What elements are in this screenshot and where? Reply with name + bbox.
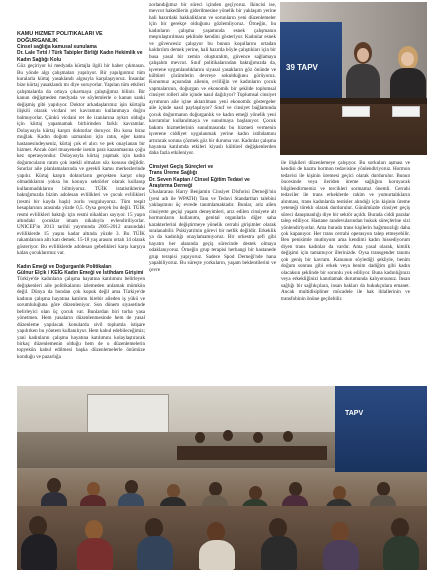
paragraph-hormon-tedavisi: ile ilişkileri düzenlemeye çalışıyor. Bu sorkuları aşması ve kendisi de hazmı hormon tedavisine yönlendiriyoruz. Hormon tedavisi ile kişinin üremesi geçici olarak durdurulur. Bunun öncesinde veya ileriden üreme sağlığını koruyacak bilgilendirmemiz ve tercihleri sormamız önemli. Cerrahi tedaviler ile trans erkeklerde rahim ve yumurtalıkların alınması, trans kadınlarda testisler alındığı için kişinin üreme yeteneği töreklı olarak durdurulur. Günümüzde cinsiyet geçiş süreci danışmanlığı diye bir sektör açıldı. Burada ciddi paralar talep ediliyor. Hastane randevularından hukuk süreçlerine sizi yönlendiriyorlar. Ama burada trans kişilerin bağımsızlığı daha çok kapanıyor. Her trans cerrahi operasyon talep etmeyebilir. Ben penisimle mutluyum ama kendimi kadın hissediyorum diyen trans kadınlar da vardır. Ama yasal olarak, kimlik değişimi için tamamıyor illerinizde. Oysa transgender tanımı çok geniş bir kavram. Kanunun söylediği şekliyle, benim doğum sonrası gibi erkek veya benim dadiğim gibi kadın olacaksın şeklinde bir sorunlu yok ediliyor. Buna kadınlığınızı veya erkekliğinizi kanıtlamak durumunda kalıyorsunuz. İnsan sağlığı bir sağlıkçılara, insan hakları da hukukçulara emanet. Ancak multidisipliner mücadele ile hak ihlallerinin ve transfobinin önüne geçilebilir.	[281, 160, 410, 302]
subheading-kadin-emegi	[17, 264, 145, 277]
author-lale-tirtil: Dr. Lale Tırtıl / Türk Tabipler Birliği Kadın Hekimlik ve Kadın Sağlığı Kolu	[17, 50, 143, 63]
subheading-cinsiyet-gecis-line-1: Cinsiyet Geçiş Süreçleri ve	[149, 164, 214, 171]
tapv-logo-2: TAPV	[345, 410, 364, 417]
paragraph-wpath: Uluslararası Harry Benjamin Cinsiyet Disforisi Derneği'nin (yeni adı ile WPATH) Tanı ve Tedavi Standartları talebini yaklaşımını üç evrede tanımlamaktadır. Bunlar, ariz ailen cinsiyette geçişi yaşam deneyimleri, arız edilen cinsiyete alt hormonların kullanımı, genital organlarla diğer saha karakterlerini değiştirmeye yönelik cerrahi girişimler olarak sıralanabilir. Psikiyatrinin görevi bir netlik değildir. Erkeklik ya da kadınlığı onaylamamıyoruz. Bir orkestra şefi gibi hayatın her alanında geçiş sürecinde destek olmaya odaklanıyoruz. Örneğin grup terapisi herhangi bir hastanede grup terapisi yapıyoruz. Sadece Spod Derneği'nde hana yapabiliyoruz. Bu süreçte yorkuların, yaşam beklentilerini ve çevre	[149, 189, 276, 273]
panel-speakers-photo	[280, 2, 427, 155]
audience-photo	[17, 386, 427, 570]
section-heading	[17, 31, 145, 44]
section-heading-line-1: KAMU HİZMET POLİTİKALARI VE	[17, 31, 103, 37]
tapv-logo: 39 TAPV	[286, 63, 318, 72]
author-seven-kaptan-line-2: Araştırma Derneği	[149, 182, 193, 189]
section-heading-line-2: DOĞURGANLIK	[17, 37, 58, 44]
author-gulnur-elcik: Gülnur Elçik / KEİG Kadın Emeği ve İstihdam Girişimi	[17, 270, 144, 277]
subheading-kadin-emegi-line-1: Kadın Emeği ve Doğurganlık Politikaları	[17, 263, 112, 270]
subheading-cinsiyet-gecis	[149, 164, 276, 177]
subheading-cinsiyet-gecis-line-2: Trans Üreme Sağlığı	[149, 170, 198, 177]
author-seven-kaptan	[149, 177, 276, 190]
tapv-banner	[280, 22, 342, 100]
subheading-cinsel-saglik: Cinsel sağlığa kamusal sunulama	[17, 44, 97, 51]
projection-screen	[87, 394, 169, 434]
paragraph-kadin-emegi: Türkiye'de kadınların çalışma hayatına katılımını belirleyen değişkenleri aile politikalarını izlemeden anlamak mümkün değil. Dünya da bundan çok kopuk değil ama Türkiye'de kadının çalışma hayatına katılımı birebir aileden iş yükü ve sorumluluğuna göre düzenleniyor. Son dönem siyasetinde belirleyici olan üç çocuk var. Bunlardan biri torba yasa yönetmen. Hem yasaların düzenlenmesinde hem de yasal düzenleme yapılacak konularda sivil toplumla istişare yapılırken bu yöntem kullanılıyor. Hem kabul edebileceğimiz; yani kadınların çalışma hayatına katılımını kolaylaştıracak birkaç düzenlemenin olduğu hem de o düzenlemelerin topyekûn kabul edilmesi başka düzenlemelerle önümüze konduğu ve pazarlığa	[17, 276, 145, 360]
author-seven-kaptan-line-1: Dr. Seven Kaptan / Cinsel Eğitim Tedavi ve	[149, 176, 250, 183]
paragraph-kurtaj: Göz geçiriyor ki medyada kürtajla ilgili bir haber çıkmasın. Bu yönde algı çalışmaları yapılıyor. Bir yapılgınmız tüm kuralarla kürtaj yasaklandı algısıyla karşılaşıyoruz. İnsanlar bize kürtaj yasaklandı mı diye soruyorlar. Yapılan tüm etkileri çalışmalarda da ortaya çıkarmaya çalıştığımız bilinir. Bir kanun değişmeden medyada ve söylemlerle o kanun sanki değişmiş gibi yapılıyor. Doktor arkadaşlarımız işin kürtajla ilişkili olarak vicdani ret kavramını kullanmaya doğru balmuyorlar. Çünkü vicdani ret ile izanlarına aykırı olduğu için kürtaj yapamamak birbirinden farklı kavramlar. Dolayısıyla kürtaj karşıtı doktorlar doruyor. Bu kona biraz muğlak. Kadın doğum uzmanları için ratın, eğer kamu hastanesindeyseniz, kürtaj çok el alıcı ve pek onaylanan bir hizmet. Ancak özel muayenede isenin para kazanmasına çoğu kez operasyondur. Dolayısıyla kürtaj yapmak için kadın doğumcuların ratım çok istekli olmaları söz konusu değildir. Sınırlar aile planlamalarında ve gerekli kamu merkezlerinde yapılır. Kürtaj karşıtı doktorların gerçekten karşıt olup olmadıklarını yoksa bu konuyu sektörler olarak kullanıp kullanmadıklarını bilmiyoruz. TÜİK istatistiklerine baktığımızda bizim adolesan evlilikleri ve çocuk evlilikleri (resmi bir kayda başlı) zorlu vurguluyoruz. Tüm tespit hesaplarının arasında yüzde 0,5. Oysa gerçek bu değil. TÜİK resmi evlilikleri baktığı için resmi nikahları sayıyor. 15 yaşın altındaki çocuklar imam nikahıyla evlendiriliyorlar. UNICEF'in 2013 tarihli yayımında 2005-2012 arasındaki evliliklerde 15 yaşını kadar altında yüzde 3. Bu TÜİK rakamlarının altı katı demek. 15-18 yaş arasını ortalı 14 olarak gösteriyor. Bu evliliklerde adolesan gebelikleri karşı karşıya kalan çocuklarımız var.	[17, 63, 145, 257]
tapv-banner-2	[335, 386, 427, 472]
column-right	[281, 160, 410, 392]
paragraph-esnek-calisma: zorlandığımız bir süreci içinden geçiyoruz. İkincisi ise, mevcut hakedilerin giderilmesine yönelik bir yaklaşım yerine hali hazırdaki hakkalikların ve sorunların yeni düzenlemeler için bir gerekçe olduğunu gözlemliyoruz. Örneğin, bu kadınların çalışma yaşamında esnek çalışmanın meşrulaştırılması şeklinde kendini gösteriyor. Kadınlar esnek ve güvencesiz çalışıyor bu bunun koşullarını ortadan kaldırılım demek yerine, hali hazırda böyle çalıştıkları için bir busa yasal bir zemin oluşturalım, güvence sağlamaya çalışalım mevcut. Sınıf politikalarından baktığımızda da, işverene uygunlandıklarını siyasal yasakların göz önünde ve kültürel çözümlerin devreye sokulduğunu görüyoruz. Konumuz açısından ailenin, evliliğin ve kadınların çocuk yapmalarının, doğurgan ve ekonomik bir şekilde toplumsal cinsiyet rolleri aile içinde nasıl dağılıyor? Toplumsal cinsiyet ayrımının aile içine aktarılması yeni ekonomik göstergeler aile içinde nasıl paylaşılıyor? Sınıf ve cinsiyet bağlamında çocuk doğurmanın doğurganlık ve kadın emeği yönelik yeni kavramlar kullanılmaya ve sunulmaya başlanıyor. Çocuk bakımı hizmetlerinin sunulmasında bu hizmeti vermenin işverene ciddiyet uygulanmak yerine kadın istihdamını artıracak soruna çözmek göz bir duruma var. Kadınlar çalışma hayatına katılımda etkileri kiyaslı kültürel değişkenlerden daha fazla etkileniyor.	[149, 2, 276, 157]
